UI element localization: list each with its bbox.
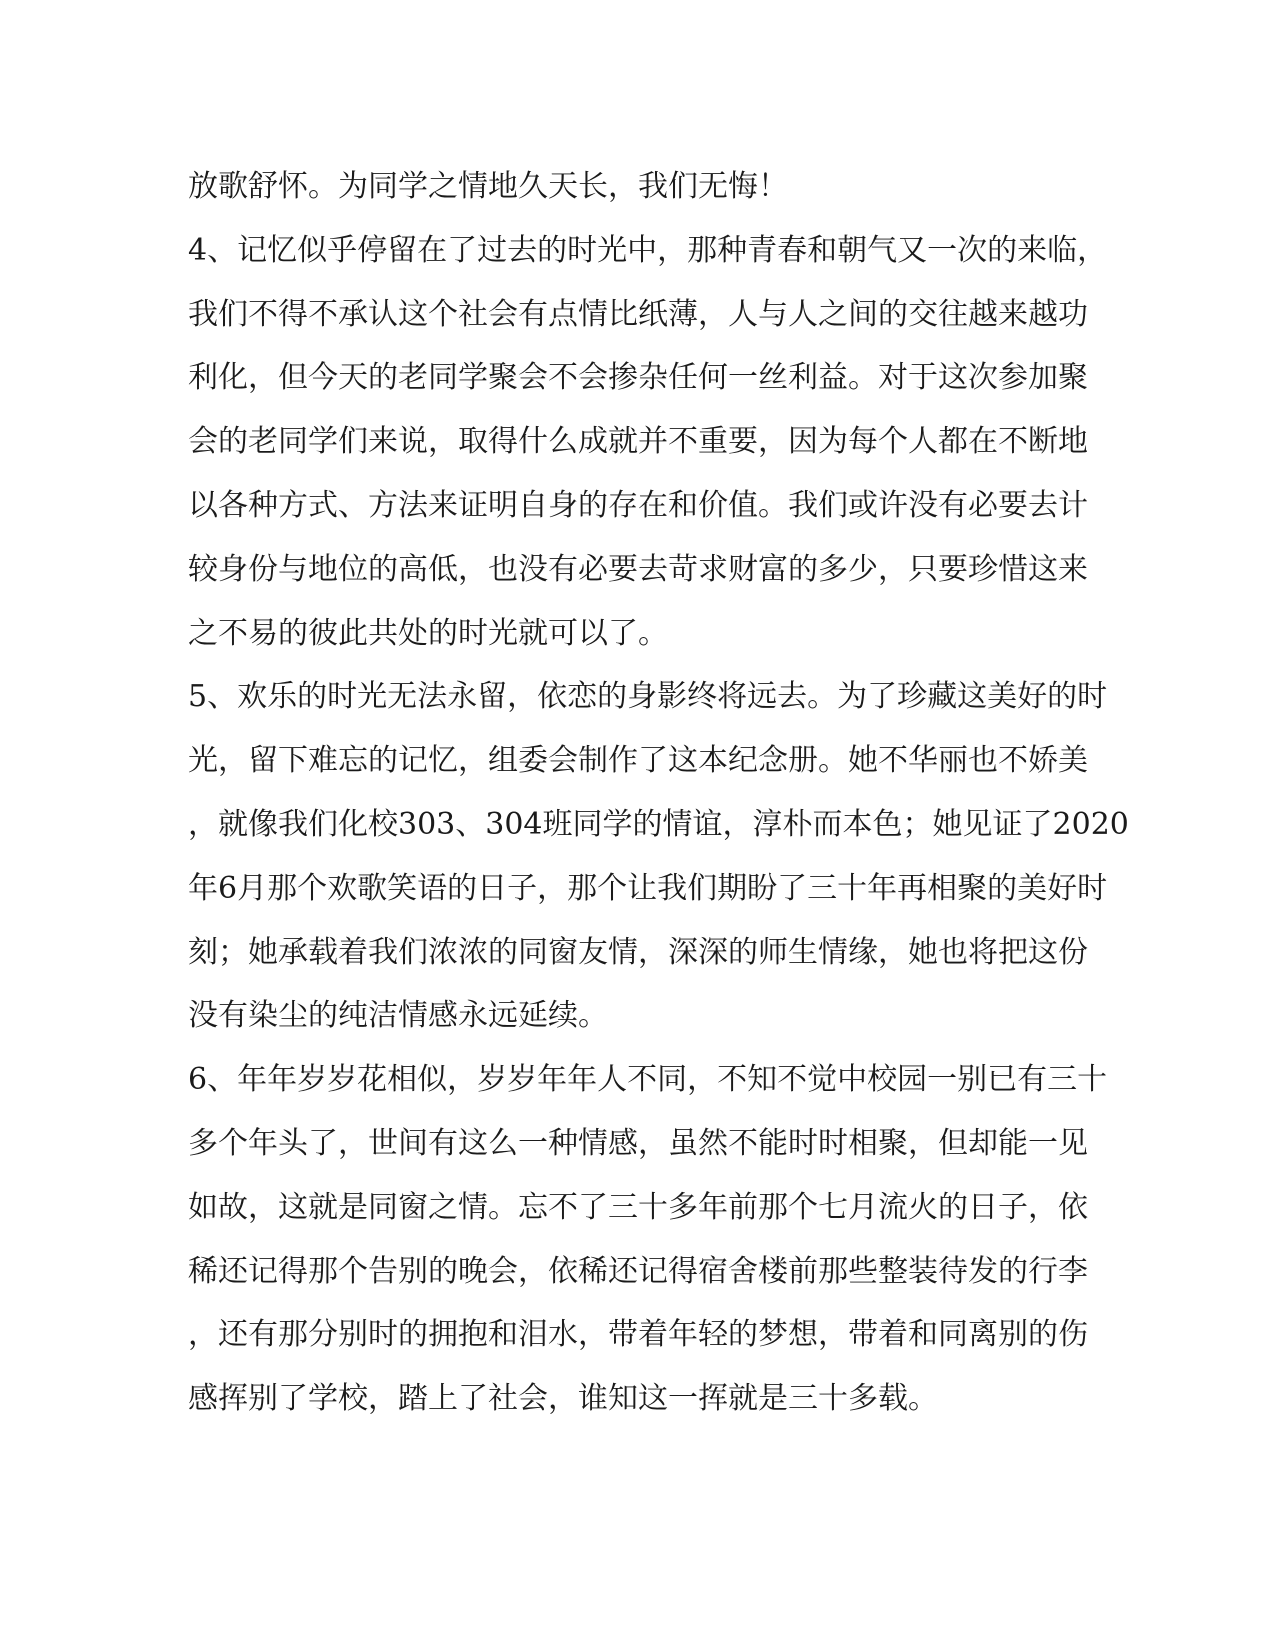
text-line: 如故，这就是同窗之情。忘不了三十多年前那个七月流火的日子，依 (188, 1189, 1088, 1225)
text-line: 6、年年岁岁花相似，岁岁年年人不同，不知不觉中校园一别已有三十 (188, 1062, 1108, 1098)
text-line: 光，留下难忘的记忆，组委会制作了这本纪念册。她不华丽也不娇美 (188, 743, 1088, 779)
text-line: 年6月那个欢歌笑语的日子，那个让我们期盼了三十年再相聚的美好时 (188, 870, 1108, 906)
text-line: 没有染尘的纯洁情感永远延续。 (188, 998, 608, 1034)
text-line: 5、欢乐的时光无法永留，依恋的身影终将远去。为了珍藏这美好的时 (188, 679, 1108, 715)
text-line: 稀还记得那个告别的晚会，依稀还记得宿舍楼前那些整装待发的行李 (188, 1253, 1088, 1289)
text-line: ，就像我们化校303、304班同学的情谊，淳朴而本色；她见证了2020 (188, 806, 1129, 842)
text-line: ，还有那分别时的拥抱和泪水，带着年轻的梦想，带着和同离别的伤 (188, 1317, 1088, 1353)
text-line: 较身份与地位的高低，也没有必要去苛求财富的多少，只要珍惜这来 (188, 551, 1088, 587)
text-line: 刻；她承载着我们浓浓的同窗友情，深深的师生情缘，她也将把这份 (188, 934, 1088, 970)
text-line: 感挥别了学校，踏上了社会，谁知这一挥就是三十多载。 (188, 1381, 938, 1417)
text-line: 我们不得不承认这个社会有点情比纸薄，人与人之间的交往越来越功 (188, 296, 1088, 332)
text-line: 之不易的彼此共处的时光就可以了。 (188, 615, 668, 651)
text-line: 4、记忆似乎停留在了过去的时光中，那种青春和朝气又一次的来临， (188, 232, 1108, 268)
text-line: 会的老同学们来说，取得什么成就并不重要，因为每个人都在不断地 (188, 424, 1088, 460)
body-text (188, 155, 1129, 1431)
text-line: 以各种方式、方法来证明自身的存在和价值。我们或许没有必要去计 (188, 487, 1088, 523)
text-line: 利化，但今天的老同学聚会不会掺杂任何一丝利益。对于这次参加聚 (188, 360, 1088, 396)
text-line: 多个年头了，世间有这么一种情感，虽然不能时时相聚，但却能一见 (188, 1125, 1088, 1161)
text-line: 放歌舒怀。为同学之情地久天长，我们无悔！ (188, 169, 788, 204)
